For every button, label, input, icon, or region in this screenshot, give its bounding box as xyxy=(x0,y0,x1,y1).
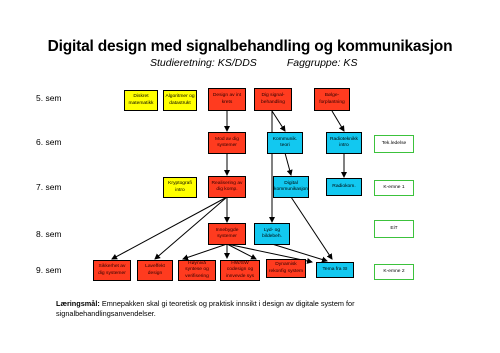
course-kryptografi[interactable]: Kryptografi intro xyxy=(163,177,197,198)
semester-label-6: 6. sem xyxy=(36,137,62,147)
course-k-emne-2[interactable]: K-emne 2 xyxy=(374,264,414,280)
course-tek-ledelse[interactable]: Tek.ledelse xyxy=(374,135,414,153)
course-realisering[interactable]: Realisering av dig komp. xyxy=(208,176,246,198)
course-mod-av-dig-systemer[interactable]: Mod av dig systemer xyxy=(208,132,246,154)
arrow xyxy=(227,244,256,259)
course-dynamisk-rekonfig[interactable]: Dynamisk rekonfig system xyxy=(266,259,306,278)
learning-goal xyxy=(56,299,396,319)
page-title: Digital design med signalbehandling og kommunikasjon xyxy=(47,38,453,55)
semester-label-7: 7. sem xyxy=(36,182,62,192)
course-k-emne-1[interactable]: K-emne 1 xyxy=(374,180,414,196)
course-radiokom[interactable]: Radiokom. xyxy=(326,178,362,196)
course-innebygde-systemer[interactable]: Innebygde systemer xyxy=(208,223,246,245)
course-digital-kommunikasjon[interactable]: Digital kommunikasjon xyxy=(273,176,309,198)
course-algoritmer[interactable]: Algoritmer og datastrukt xyxy=(163,90,197,111)
course-lyd-og-bilde[interactable]: Lyd- og bildebeh. xyxy=(254,223,290,245)
course-kommunikasjonsteori[interactable]: Kommunik. teori xyxy=(267,132,303,154)
arrow xyxy=(291,197,332,259)
course-tema-fra-si[interactable]: Tema fra SI xyxy=(316,262,354,278)
course-laveffekt[interactable]: Laveffekt design xyxy=(137,260,173,281)
arrow xyxy=(272,111,285,131)
semester-label-5: 5. sem xyxy=(36,93,62,103)
arrow xyxy=(332,111,344,131)
arrow xyxy=(183,244,227,259)
arrow xyxy=(285,153,291,175)
course-eit[interactable]: EiT xyxy=(374,220,414,238)
semester-label-9: 9. sem xyxy=(36,265,62,275)
semester-label-8: 8. sem xyxy=(36,229,62,239)
course-hw-sw-codesign[interactable]: HW/SW codesign og innvevde sys xyxy=(220,260,260,281)
studieretning-label: Studieretning: KS/DDS xyxy=(150,57,257,69)
course-radioteknikk[interactable]: Radioteknikk intro xyxy=(326,132,362,154)
learning-goal-label: Læringsmål: xyxy=(56,299,100,308)
course-design-av-krets[interactable]: Design av int krets xyxy=(208,88,246,111)
course-dig-signalbehandling[interactable]: Dig signal-behandling xyxy=(254,88,292,111)
course-diskret-matematikk[interactable]: Diskret matematikk xyxy=(124,90,158,111)
learning-goal-text: Emnepakken skal gi teoretisk og praktisk innsikt i design av digitale system for signalbehandlingsanvendelser. xyxy=(56,299,355,318)
course-bolgeforplantning[interactable]: Bølge-forplantning xyxy=(314,88,350,111)
faggruppe-label: Faggruppe: KS xyxy=(286,57,358,69)
course-sikkerhet[interactable]: Sikkerhet av dig systemer xyxy=(93,260,131,281)
course-hoynivaa-syntese[interactable]: Høynivå syntese og verifisering xyxy=(178,260,216,281)
